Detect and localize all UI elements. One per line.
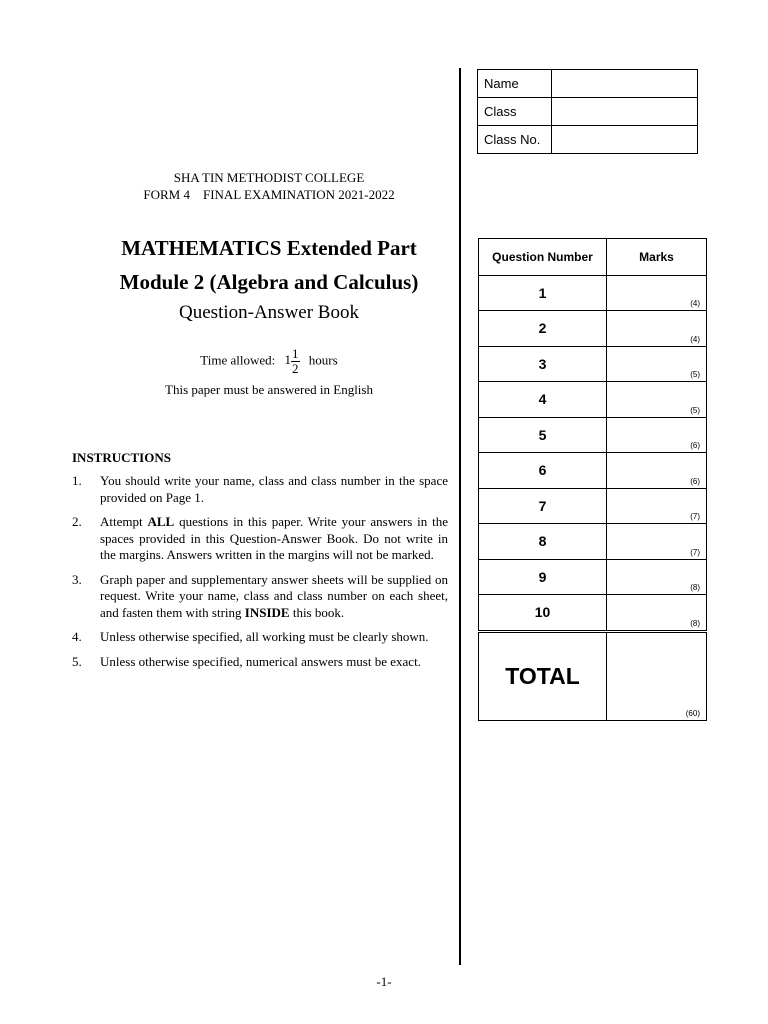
table-row: 5 (6) <box>479 417 707 453</box>
book-title: Question-Answer Book <box>179 302 359 323</box>
instructions-heading: INSTRUCTIONS <box>72 450 171 465</box>
time-unit: hours <box>308 352 338 368</box>
marks-header: Marks <box>607 239 707 276</box>
time-allowed <box>72 347 466 376</box>
class-number-label: Class No. <box>478 126 552 154</box>
name-label: Name <box>478 70 552 98</box>
paper-title-line1: MATHEMATICS Extended Part <box>121 236 417 260</box>
table-row: 6 (6) <box>479 453 707 489</box>
student-info-box <box>477 69 698 154</box>
marks-cell[interactable]: (8) <box>607 595 707 632</box>
time-fraction <box>291 347 300 376</box>
list-item: 3. Graph paper and supplementary answer sheets will be supplied on request. Write your name, class and class number on each sheet, and fasten them with string INSIDE this book. <box>72 571 448 620</box>
marks-cell[interactable]: (8) <box>607 559 707 595</box>
class-field[interactable] <box>552 98 698 126</box>
total-marks-cell[interactable]: (60) <box>607 631 707 720</box>
table-row: 4 (5) <box>479 382 707 418</box>
marks-cell[interactable]: (7) <box>607 488 707 524</box>
class-number-field[interactable] <box>552 126 698 154</box>
marks-cell[interactable]: (5) <box>607 382 707 418</box>
language-note: This paper must be answered in English <box>165 382 373 397</box>
table-row: 1 (4) <box>479 275 707 311</box>
marks-cell[interactable]: (6) <box>607 453 707 489</box>
school-name: SHA TIN METHODIST COLLEGE <box>173 170 365 185</box>
marks-table <box>478 238 707 721</box>
table-row: 8 (7) <box>479 524 707 560</box>
instructions-list <box>72 473 448 678</box>
list-item: 4. Unless otherwise specified, all working must be clearly shown. <box>72 629 429 644</box>
table-row: 2 (4) <box>479 311 707 347</box>
time-whole: 1 <box>284 352 292 368</box>
marks-cell[interactable]: (7) <box>607 524 707 560</box>
question-number-header: Question Number <box>479 239 607 276</box>
time-numerator: 1 <box>292 346 299 361</box>
list-item: 2. Attempt ALL questions in this paper. Write your answers in the spaces provided in this Question-Answer Book. Do not write in the margins. Answers written in the margins will not be marked. <box>72 514 448 562</box>
total-row <box>479 631 707 720</box>
time-label: Time allowed: <box>200 352 276 368</box>
marks-cell[interactable]: (4) <box>607 275 707 311</box>
marks-cell[interactable]: (4) <box>607 311 707 347</box>
total-label: TOTAL <box>479 631 607 720</box>
table-row: 7 (7) <box>479 488 707 524</box>
paper-title-line2: Module 2 (Algebra and Calculus) <box>119 270 419 294</box>
marks-cell[interactable]: (6) <box>607 417 707 453</box>
name-field[interactable] <box>552 70 698 98</box>
exam-name: FORM 4 FINAL EXAMINATION 2021-2022 <box>143 187 395 202</box>
table-row: 10 (8) <box>479 595 707 632</box>
list-item: 5. Unless otherwise specified, numerical answers must be exact. <box>72 653 421 669</box>
marks-cell[interactable]: (5) <box>607 346 707 382</box>
table-row: 9 (8) <box>479 559 707 595</box>
time-denominator: 2 <box>292 361 299 376</box>
list-item: 1. You should write your name, class and class number in the space provided on Page 1. <box>72 473 448 505</box>
class-label: Class <box>478 98 552 126</box>
page-number: -1- <box>376 974 392 989</box>
table-row: 3 (5) <box>479 346 707 382</box>
